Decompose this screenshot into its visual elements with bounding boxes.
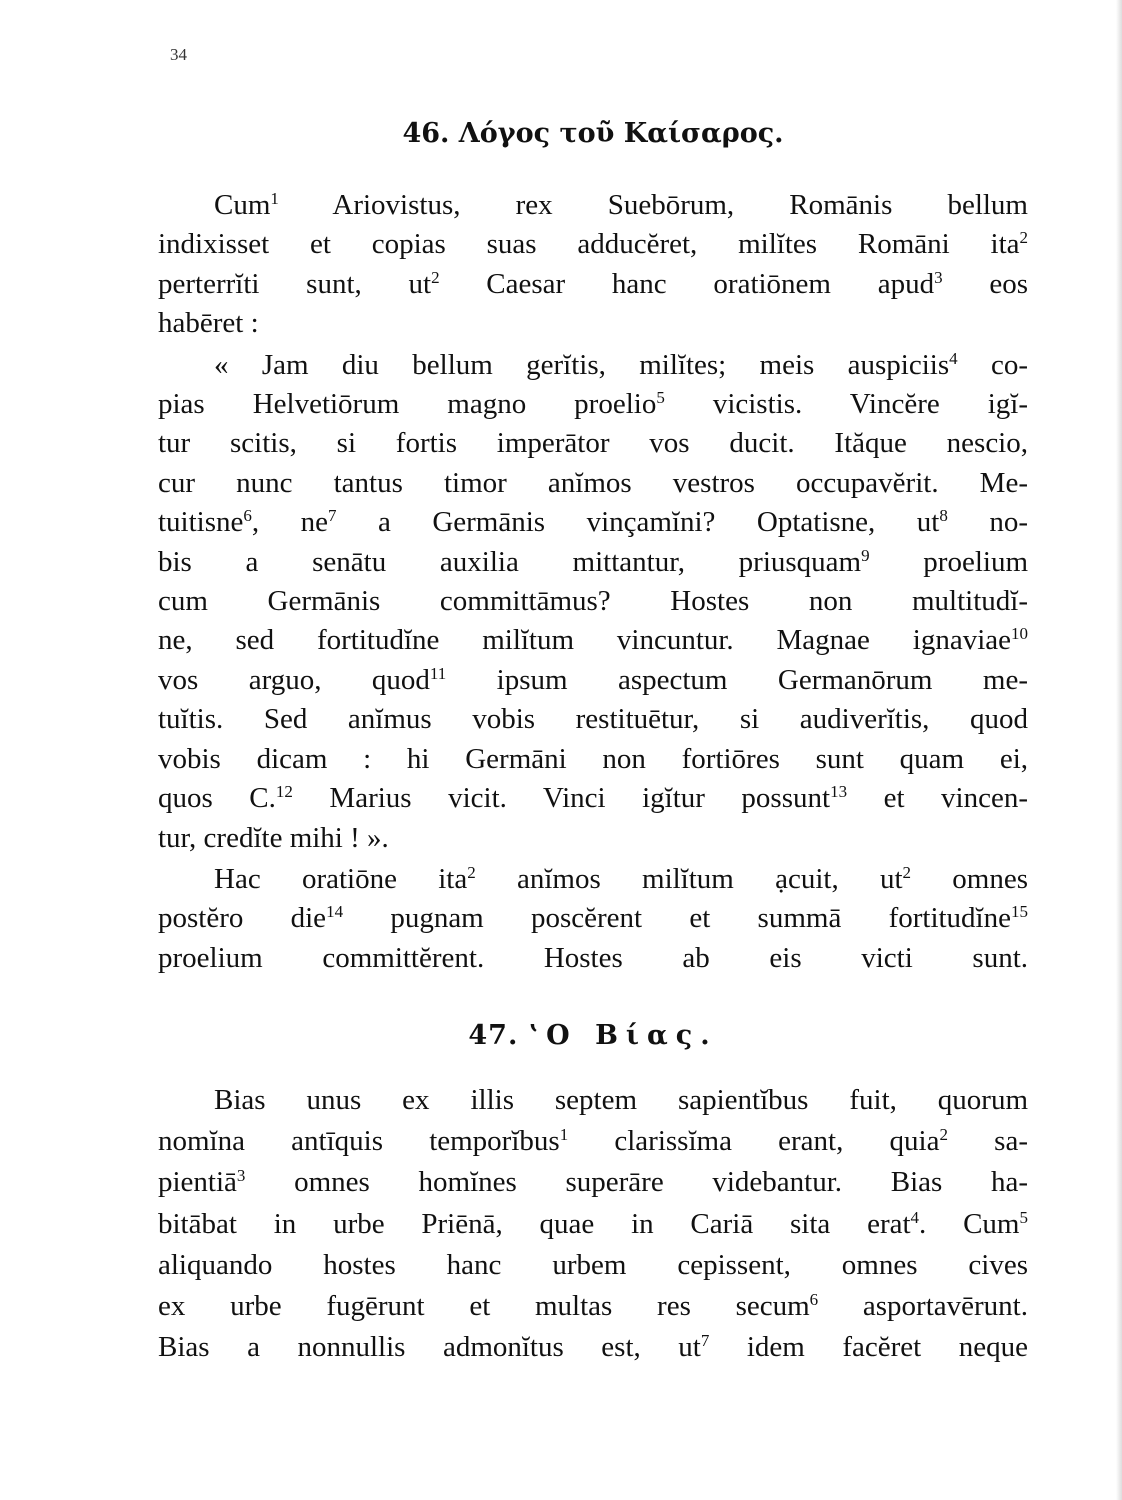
text-run: ex urbe fugērunt et multas res secum	[158, 1290, 810, 1323]
section-47-title: ʽΟ Βίας.	[528, 1020, 718, 1051]
footnote-marker: 3	[934, 267, 943, 287]
text-run: postĕro die	[158, 902, 327, 935]
text-line	[158, 424, 1028, 463]
text-run: Caesar hanc oratiōnem apud	[439, 267, 935, 300]
footnote-marker: 8	[939, 506, 948, 526]
section-46-body	[158, 186, 1028, 978]
text-run: omnes	[911, 862, 1029, 895]
text-run: anĭmos milĭtum ạcuit, ut	[475, 862, 903, 895]
text-run: indixisset et copias suas adducĕret, milĭtes Romāni ita	[158, 228, 1020, 261]
text-run: ne, sed fortitudĭne milĭtum vincuntur. Magnae ignaviae	[158, 624, 1011, 657]
text-line	[158, 1121, 1028, 1162]
text-line	[158, 1245, 1028, 1286]
text-line	[158, 464, 1028, 503]
text-run: tuĭtis. Sed anĭmus vobis restituētur, si audiverĭtis, quod	[158, 703, 1028, 736]
footnote-marker: 13	[830, 782, 848, 802]
text-run: Bias unus ex illis septem sapientĭbus fuit, quorum	[214, 1084, 1028, 1116]
text-run: idem facĕret neque	[709, 1331, 1028, 1364]
text-run: proelium	[869, 545, 1029, 578]
footnote-marker: 6	[809, 1290, 819, 1310]
text-run: . Cum	[919, 1207, 1020, 1240]
text-run: « Jam diu bellum gerĭtis, milĭtes; meis auspiciis	[214, 348, 950, 381]
text-run: cur nunc tantus timor anĭmos vestros occupavĕrit. Me-	[158, 466, 1028, 499]
text-line	[158, 819, 1028, 858]
footnote-marker: 4	[949, 348, 958, 368]
text-run: bitābat in urbe Priēnā, quae in Cariā sita erat	[158, 1207, 911, 1240]
page-number: 34	[170, 45, 187, 64]
footnote-marker: 7	[700, 1331, 710, 1351]
text-run: tur, credĭte mihi ! ».	[158, 821, 389, 854]
text-run: vobis dicam : hi Germāni non fortiōres sunt quam ei,	[158, 742, 1028, 775]
section-46-heading: 46. Λόγος τοῦ Καίσαρος.	[402, 118, 784, 149]
text-line	[158, 186, 1028, 225]
text-line	[158, 1080, 1028, 1121]
text-run: no-	[947, 506, 1028, 539]
text-line	[158, 346, 1028, 385]
footnote-marker: 5	[1019, 1207, 1028, 1227]
text-line	[158, 899, 1028, 938]
text-run: pientiā	[158, 1166, 237, 1199]
text-line	[158, 700, 1028, 739]
footnote-marker: 2	[431, 267, 440, 287]
text-line	[158, 1204, 1028, 1245]
footnote-marker: 2	[939, 1125, 948, 1145]
text-run: Ariovistus, rex Suebōrum, Romānis bellum	[278, 189, 1028, 221]
text-line	[158, 621, 1028, 660]
text-run: sa-	[947, 1125, 1028, 1158]
text-run: vos arguo, quod	[158, 663, 430, 696]
text-line	[158, 1162, 1028, 1203]
footnote-marker: 3	[236, 1166, 246, 1186]
footnote-marker: 9	[861, 545, 870, 565]
text-run: proelium committĕrent. Hostes ab eis victi sunt.	[158, 941, 1028, 974]
footnote-marker: 1	[270, 189, 279, 208]
footnote-marker: 7	[328, 506, 337, 526]
footnote-marker: 11	[429, 663, 447, 683]
text-run: ipsum aspectum Germanōrum me-	[446, 663, 1028, 696]
text-line	[158, 860, 1028, 899]
text-run: eos	[942, 267, 1028, 300]
text-run: et vincen-	[847, 782, 1028, 815]
footnote-marker: 15	[1010, 902, 1028, 922]
footnote-marker: 14	[326, 902, 344, 922]
text-run: pias Helvetiōrum magno proelio	[158, 388, 657, 421]
text-run: Marius vicit. Vinci igĭtur possunt	[292, 782, 831, 815]
footnote-marker: 10	[1011, 624, 1028, 644]
text-run: Bias a nonnullis admonĭtus est, ut	[158, 1331, 701, 1364]
text-run: Hac oratiōne ita	[214, 862, 468, 895]
text-line	[158, 1327, 1028, 1368]
text-line	[158, 779, 1028, 818]
text-line	[158, 740, 1028, 779]
text-run: co-	[957, 348, 1029, 381]
footnote-marker: 6	[243, 506, 252, 526]
section-47-body	[158, 1080, 1028, 1368]
text-run: habēret :	[158, 307, 259, 340]
text-run: bis a senātu auxilia mittantur, priusquam	[158, 545, 862, 578]
text-line	[158, 304, 1028, 343]
text-run: nomĭna antīquis temporĭbus	[158, 1125, 560, 1158]
text-run: , ne	[251, 506, 328, 539]
text-run: aliquando hostes hanc urbem cepissent, omnes cives	[158, 1248, 1028, 1281]
text-line	[158, 543, 1028, 582]
text-run: omnes homĭnes superāre videbantur. Bias ha-	[245, 1166, 1028, 1199]
page-edge-shadow	[1116, 0, 1122, 1500]
text-run: asportavērunt.	[818, 1290, 1028, 1323]
footnote-marker: 1	[559, 1125, 569, 1145]
text-line	[158, 582, 1028, 621]
text-run: tur scitis, si fortis imperātor vos ducit. Ităque nescio,	[158, 427, 1028, 460]
section-47-number: 47.	[468, 1020, 519, 1051]
text-line	[158, 265, 1028, 304]
footnote-marker: 5	[656, 388, 665, 408]
text-run: vicistis. Vincĕre igĭ-	[664, 388, 1028, 421]
text-run: clarissĭma erant, quia	[568, 1125, 940, 1158]
footnote-marker: 2	[467, 862, 476, 882]
text-line	[158, 939, 1028, 978]
text-run: cum Germānis committāmus? Hostes non multitudĭ-	[158, 585, 1028, 618]
text-run: Cum	[214, 189, 271, 221]
footnote-marker: 2	[902, 862, 912, 882]
text-line	[158, 1286, 1028, 1327]
text-line	[158, 503, 1028, 542]
text-run: pugnam poscĕrent et summā fortitudĭne	[343, 902, 1011, 935]
text-line	[158, 385, 1028, 424]
footnote-marker: 2	[1019, 228, 1028, 248]
text-run: perterrĭti sunt, ut	[158, 267, 432, 300]
text-run: a Germānis vinçamĭni? Optatisne, ut	[336, 506, 940, 539]
section-47-heading	[158, 1020, 1028, 1051]
text-run: quos C.	[158, 782, 276, 815]
text-run: tuitisne	[158, 506, 244, 539]
footnote-marker: 4	[910, 1207, 920, 1227]
footnote-marker: 12	[275, 782, 293, 802]
text-line	[158, 661, 1028, 700]
text-line	[158, 225, 1028, 264]
